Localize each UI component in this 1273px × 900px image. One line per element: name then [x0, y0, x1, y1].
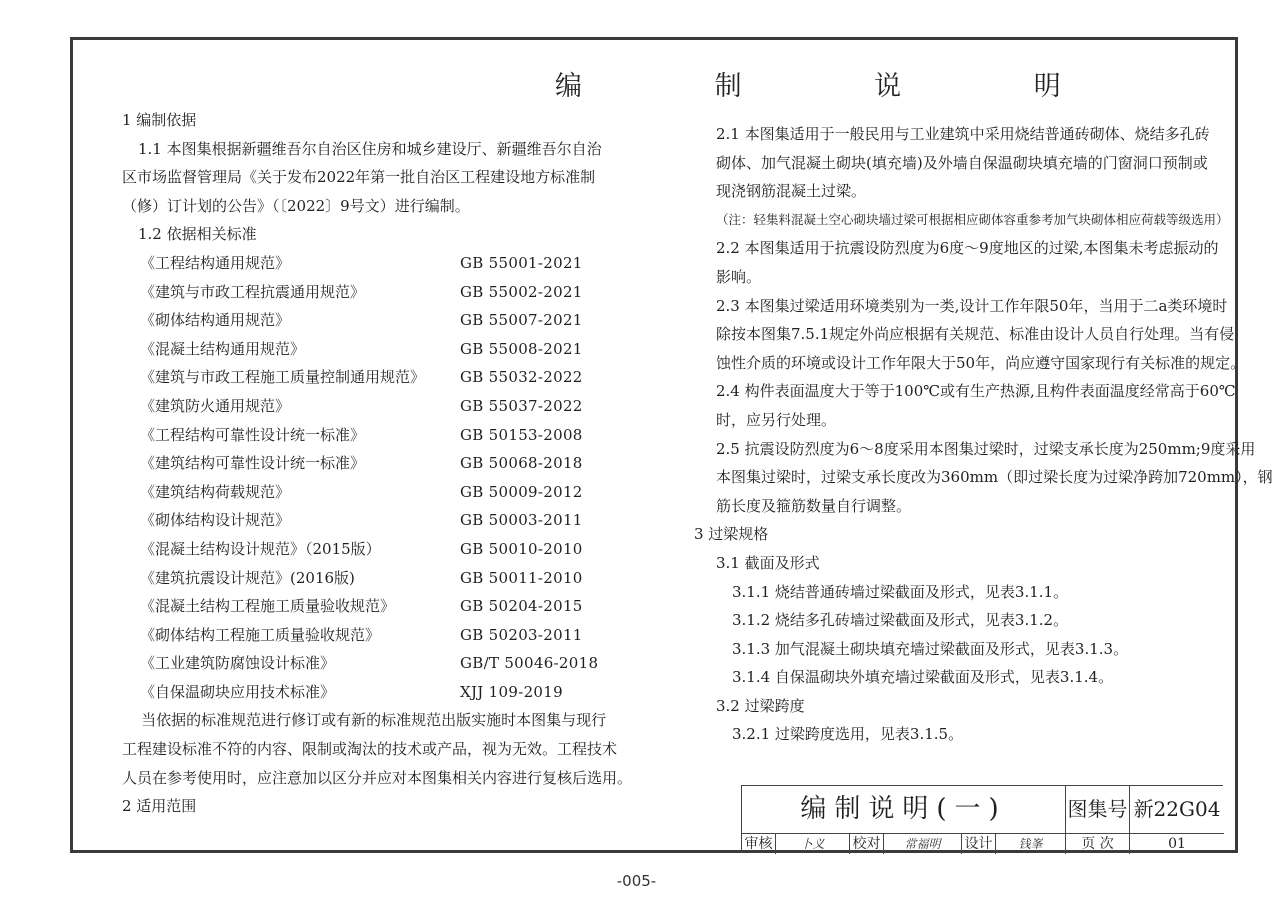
standard-row	[122, 278, 622, 307]
standard-name: 《建筑结构可靠性设计统一标准》	[140, 454, 366, 473]
standard-row	[122, 564, 622, 593]
paragraph-line: 当依据的标准规范进行修订或有新的标准规范出版实施时本图集与现行	[122, 711, 607, 730]
section-heading: 2 适用范围	[122, 797, 197, 816]
paragraph-line: 本图集过梁时，过梁支承长度改为360mm（即过梁长度为过梁净跨加720mm），钢	[716, 468, 1273, 487]
standard-code: GB 50068-2018	[460, 454, 583, 473]
paragraph-line: 1.1 本图集根据新疆维吾尔自治区住房和城乡建设厅、新疆维吾尔自治	[138, 139, 602, 158]
standard-name: 《建筑与市政工程抗震通用规范》	[140, 282, 366, 301]
standard-code: XJJ 109-2019	[460, 682, 563, 701]
paragraph-line: 2.3 本图集过梁适用环境类别为一类,设计工作年限50年，当用于二a类环境时	[716, 296, 1228, 315]
standard-code: GB 55007-2021	[460, 311, 583, 330]
standard-row	[122, 535, 622, 564]
title-block	[741, 785, 1223, 853]
page-number: -005-	[616, 872, 657, 890]
standard-name: 《工业建筑防腐蚀设计标准》	[140, 654, 336, 673]
standard-row	[122, 678, 622, 707]
standard-name: 《混凝土结构工程施工质量验收规范》	[140, 597, 396, 616]
title-block-title: 编制说明(一)	[742, 786, 1066, 833]
standard-name: 《混凝土结构通用规范》	[140, 339, 306, 358]
standard-row	[122, 621, 622, 650]
list-item: 3.1.1 烧结普通砖墙过梁截面及形式，见表3.1.1。	[732, 582, 1069, 601]
check-label: 校对	[850, 834, 884, 854]
atlas-number: 新22G04	[1133, 797, 1221, 821]
standard-code: GB/T 50046-2018	[460, 654, 599, 673]
right-column	[694, 120, 1273, 749]
paragraph-line: 除按本图集7.5.1规定外尚应根据有关规范、标准由设计人员自行处理。当有侵	[716, 325, 1235, 344]
paragraph-line: 人员在参考使用时，应注意加以区分并应对本图集相关内容进行复核后选用。	[122, 768, 633, 787]
standard-row	[122, 335, 622, 364]
standard-row	[122, 392, 622, 421]
standard-row	[122, 649, 622, 678]
left-column	[122, 106, 633, 821]
standard-code: GB 50011-2010	[460, 568, 583, 587]
paragraph-line: 影响。	[716, 267, 762, 286]
list-item: 3.1.2 烧结多孔砖墙过梁截面及形式，见表3.1.2。	[732, 611, 1069, 630]
review-label: 审核	[742, 834, 776, 854]
paragraph-line: （修）订计划的公告》（〔2022〕9号文）进行编制。	[122, 196, 470, 215]
paragraph-line: 区市场监督管理局《关于发布2022年第一批自治区工程建设地方标准制	[122, 168, 596, 187]
standard-name: 《砌体结构通用规范》	[140, 311, 291, 330]
standard-code: GB 50153-2008	[460, 425, 583, 444]
standard-code: GB 50009-2012	[460, 482, 583, 501]
standard-row	[122, 363, 622, 392]
subsection-heading: 3.2 过梁跨度	[716, 696, 805, 715]
standard-name: 《工程结构可靠性设计统一标准》	[140, 425, 366, 444]
section-heading: 3 过梁规格	[694, 525, 769, 544]
standard-code: GB 50010-2010	[460, 539, 583, 558]
standard-code: GB 50203-2011	[460, 625, 583, 644]
paragraph-line: 2.4 构件表面温度大于等于100℃或有生产热源,且构件表面温度经常高于60℃	[716, 382, 1236, 401]
note-text: （注：轻集料混凝土空心砌块墙过梁可根据相应砌体容重参考加气块砌体相应荷载等级选用）	[716, 211, 1229, 227]
standard-row	[122, 506, 622, 535]
standard-row	[122, 306, 622, 335]
standard-code: GB 50204-2015	[460, 597, 583, 616]
title-block-top	[742, 786, 1224, 834]
page-label: 页 次	[1066, 834, 1130, 854]
paragraph-line: 砌体、加气混凝土砌块(填充墙)及外墙自保温砌块填充墙的门窗洞口预制或	[716, 153, 1208, 172]
list-item: 3.1.4 自保温砌块外填充墙过梁截面及形式，见表3.1.4。	[732, 668, 1114, 687]
standard-name: 《建筑结构荷载规范》	[140, 482, 291, 501]
standard-name: 《砌体结构工程施工质量验收规范》	[140, 625, 381, 644]
paragraph-line: 现浇钢筋混凝土过梁。	[716, 182, 867, 201]
standard-code: GB 55002-2021	[460, 282, 583, 301]
paragraph-line: 蚀性介质的环境或设计工作年限大于50年，尚应遵守国家现行有关标准的规定。	[716, 353, 1246, 372]
standard-code: GB 55001-2021	[460, 253, 583, 272]
standards-list	[122, 249, 622, 707]
review-signature: 卜义	[776, 834, 850, 854]
standard-row	[122, 249, 622, 278]
atlas-label: 图集号	[1066, 786, 1130, 833]
paragraph-line: 工程建设标准不符的内容、限制或淘汰的技术或产品，视为无效。工程技术	[122, 740, 618, 759]
standard-code: GB 55037-2022	[460, 396, 583, 415]
subsection-heading: 3.1 截面及形式	[716, 553, 820, 572]
standard-name: 《建筑防火通用规范》	[140, 396, 291, 415]
list-item: 3.2.1 过梁跨度选用，见表3.1.5。	[732, 725, 964, 744]
list-item: 3.1.3 加气混凝土砌块填充墙过梁截面及形式，见表3.1.3。	[732, 639, 1129, 658]
standard-row	[122, 592, 622, 621]
standard-name: 《自保温砌块应用技术标准》	[140, 682, 336, 701]
standard-name: 《建筑抗震设计规范》(2016版)	[140, 568, 355, 587]
design-signature: 钱峯	[996, 834, 1066, 854]
check-signature: 常福明	[884, 834, 962, 854]
design-label: 设计	[962, 834, 996, 854]
paragraph-line: 2.1 本图集适用于一般民用与工业建筑中采用烧结普通砖砌体、烧结多孔砖	[716, 125, 1210, 143]
standard-row	[122, 478, 622, 507]
section-heading: 1 编制依据	[122, 111, 197, 129]
paragraph-line: 2.2 本图集适用于抗震设防烈度为6度～9度地区的过梁,本图集未考虑振动的	[716, 239, 1219, 258]
standard-name: 《建筑与市政工程施工质量控制通用规范》	[140, 368, 426, 387]
paragraph-line: 2.5 抗震设防烈度为6～8度采用本图集过梁时，过梁支承长度为250mm;9度采用	[716, 439, 1256, 458]
page-number-cell: 01	[1168, 836, 1186, 852]
standard-code: GB 55032-2022	[460, 368, 583, 387]
standard-name: 《砌体结构设计规范》	[140, 511, 291, 530]
subsection-heading: 1.2 依据相关标准	[138, 225, 257, 244]
page-title: 编 制 说 明	[555, 71, 1123, 102]
title-block-bottom	[742, 834, 1224, 854]
standard-code: GB 50003-2011	[460, 511, 583, 530]
paragraph-line: 时，应另行处理。	[716, 410, 837, 429]
standard-name: 《工程结构通用规范》	[140, 253, 291, 272]
standard-row	[122, 421, 622, 450]
standard-code: GB 55008-2021	[460, 339, 583, 358]
standard-name: 《混凝土结构设计规范》（2015版）	[140, 539, 381, 558]
standard-row	[122, 449, 622, 478]
paragraph-line: 筋长度及箍筋数量自行调整。	[716, 496, 912, 515]
